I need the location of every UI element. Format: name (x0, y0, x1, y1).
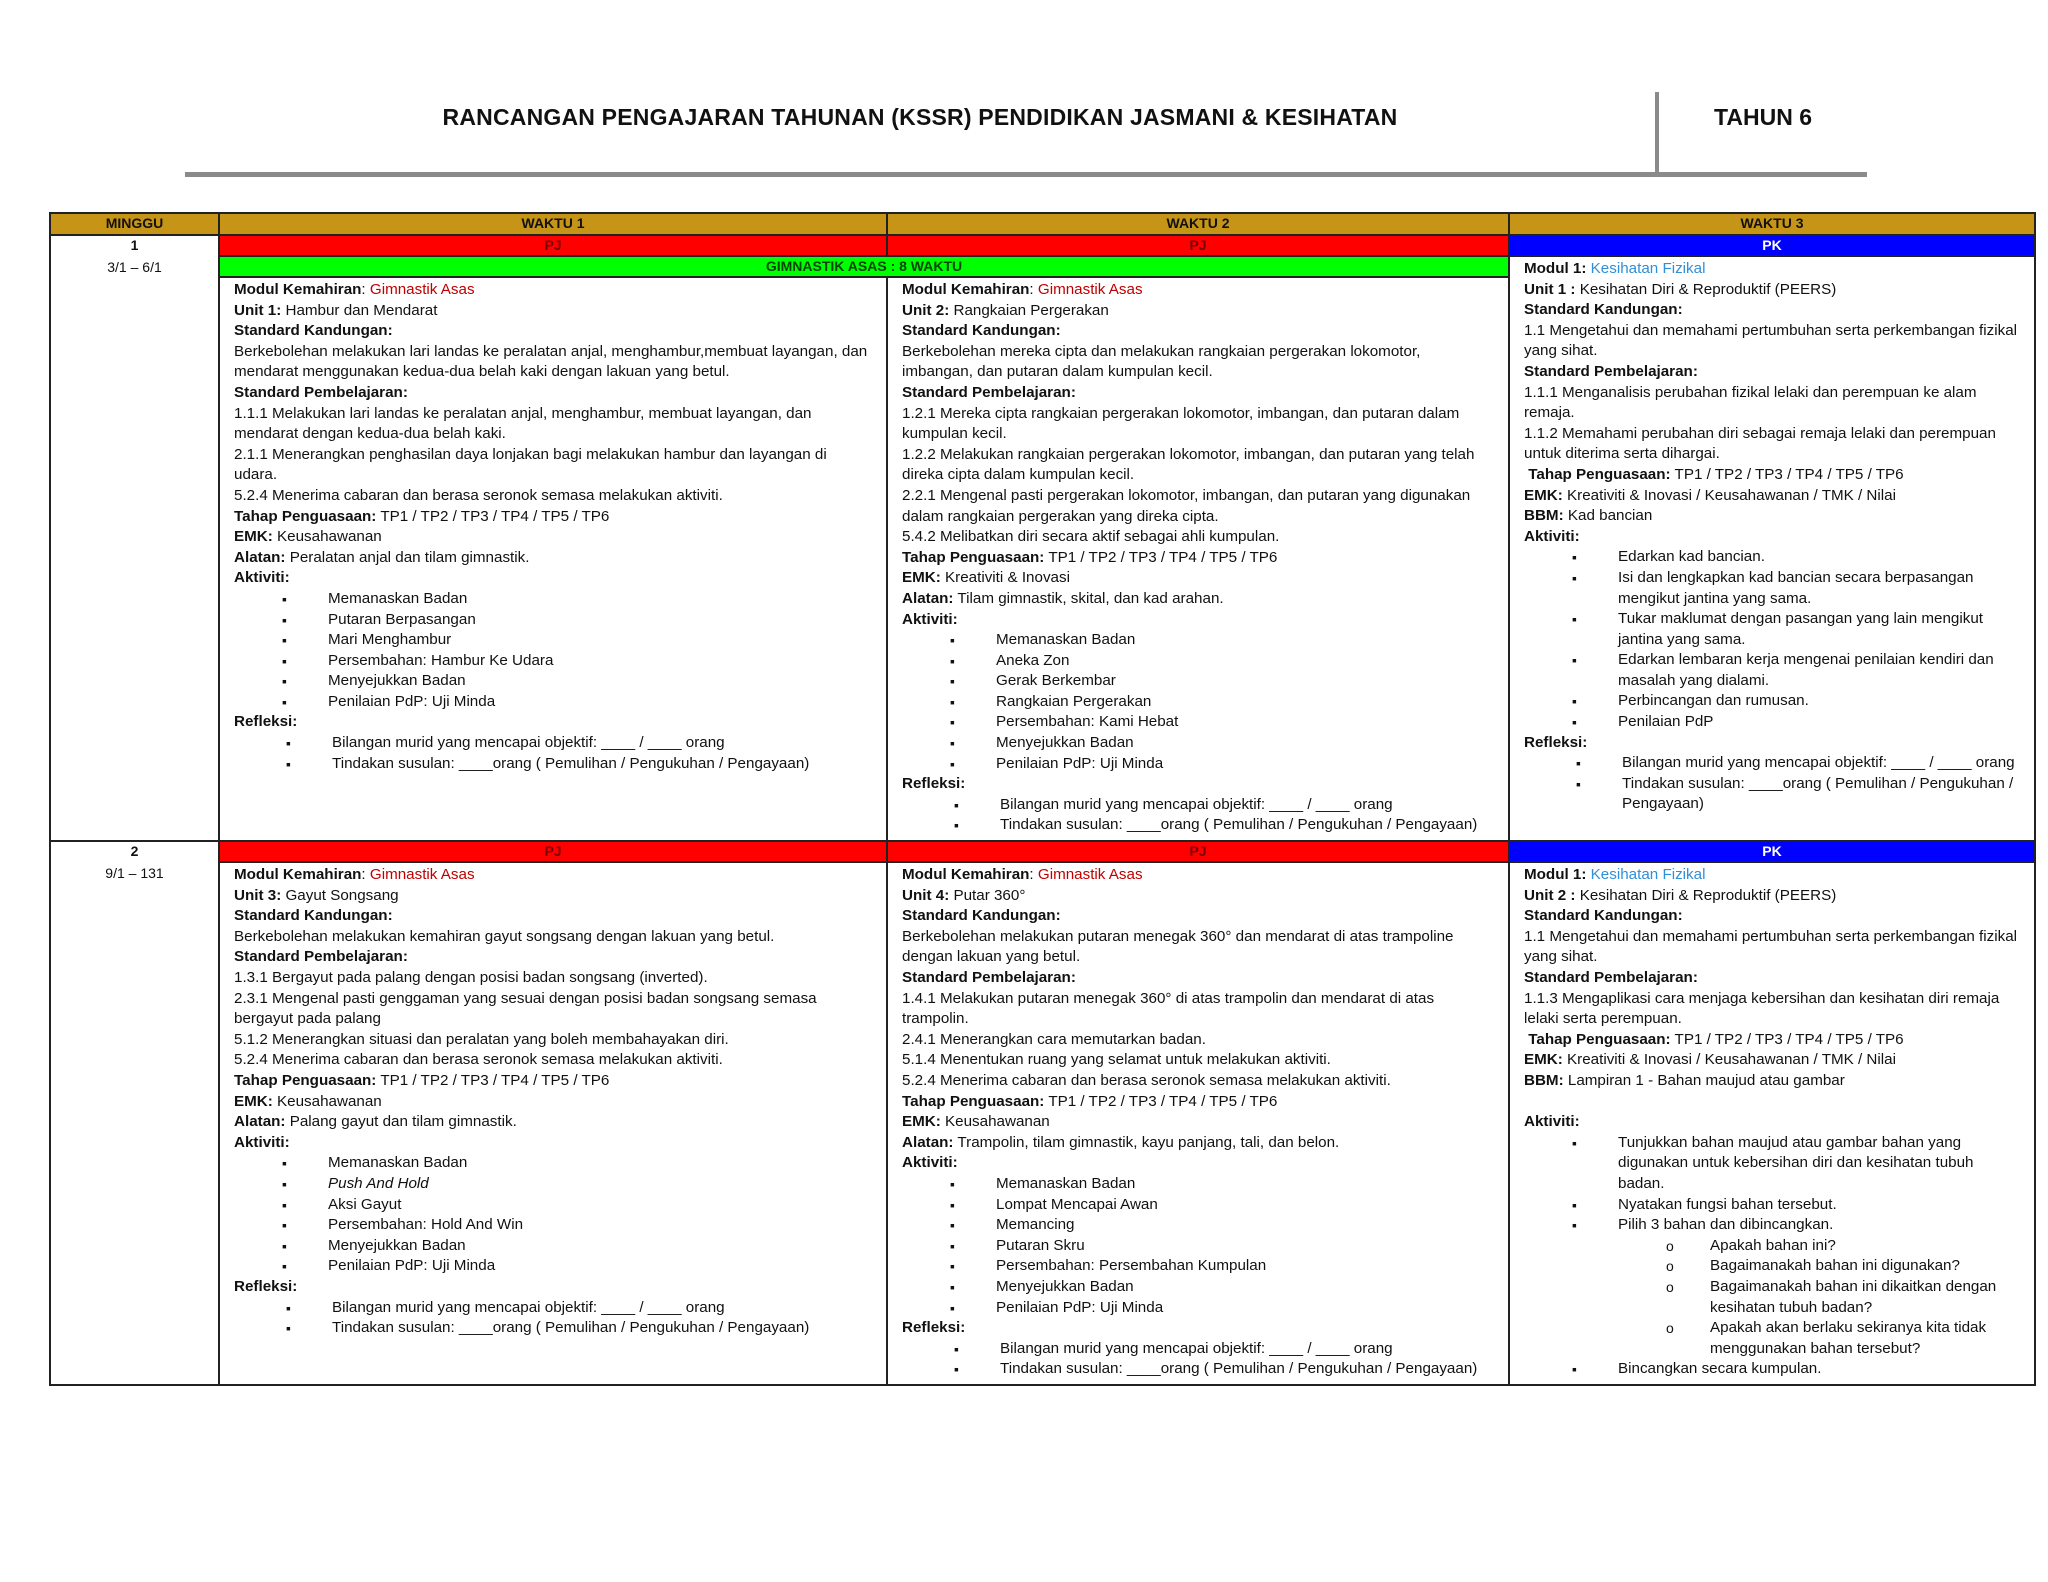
list-item: ▪ Penilaian PdP: Uji Minda (328, 692, 872, 713)
week-1-bar-row (50, 235, 2035, 256)
pj-bar: PJ (887, 235, 1509, 256)
list-item: ▪ Persembahan: Persembahan Kumpulan (996, 1256, 1494, 1277)
standard-kandungan-text: Berkebolehan melakukan putaran menegak 360° dan mendarat di atas trampoline dengan lakuan yang betul. (902, 927, 1454, 966)
refleksi-list (1524, 753, 2020, 815)
sp-item: 1.3.1 Bergayut pada palang dengan posisi badan songsang (inverted). (234, 969, 708, 986)
sp-item: 1.2.1 Mereka cipta rangkaian pergerakan lokomotor, imbangan, dan putaran dalam kumpulan kecil. (902, 404, 1460, 443)
list-item: ▪ Pilih 3 bahan dan dibincangkan. o Apakah bahan ini? o Bagaimanakah bahan ini digunakan? o Bagaimanakah bahan ini dikaitkan dengan kesihatan tubuh badan? o Apakah akan berlaku sekiranya kita tidak menggunakan bahan tersebut? (1618, 1215, 2020, 1359)
list-item: ▪ Penilaian PdP (1618, 712, 2020, 733)
list-item: ▪ Persembahan: Kami Hebat (996, 712, 1494, 733)
aktiviti-list (1524, 1133, 2020, 1380)
refleksi-list (234, 1298, 872, 1339)
list-item: ▪ Persembahan: Hambur Ke Udara (328, 651, 872, 672)
list-item: ▪ Lompat Mencapai Awan (996, 1195, 1494, 1216)
list-item: ▪ Tindakan susulan: ____orang ( Pemulihan / Pengukuhan / Pengayaan) (332, 1318, 872, 1339)
list-item: ▪ Penilaian PdP: Uji Minda (328, 1256, 872, 1277)
list-item: ▪ Tunjukkan bahan maujud atau gambar bahan yang digunakan untuk kebersihan diri dan kesihatan tubuh badan. (1618, 1133, 2020, 1195)
pj-bar: PJ (219, 841, 887, 862)
col-waktu-2: WAKTU 2 (887, 213, 1509, 235)
modul-name: Gimnastik Asas (369, 866, 475, 884)
pj-bar: PJ (219, 235, 887, 256)
sp-item: 5.2.4 Menerima cabaran dan berasa seronok semasa melakukan aktiviti. (234, 486, 723, 504)
list-item: ▪ Penilaian PdP: Uji Minda (996, 754, 1494, 775)
col-waktu-1: WAKTU 1 (219, 213, 887, 235)
unit-name: Putar 360° (949, 886, 1026, 904)
standard-kandungan-text: 1.1 Mengetahui dan memahami pertumbuhan serta perkembangan fizikal yang sihat. (1524, 927, 2018, 966)
refleksi-list (234, 733, 872, 774)
list-item: ▪ Bilangan murid yang mencapai objektif: ____ / ____ orang (1622, 753, 2020, 774)
col-minggu: MINGGU (50, 213, 219, 235)
week-number: 2 (130, 843, 139, 860)
list-item: ▪ Tindakan susulan: ____orang ( Pemulihan / Pengukuhan / Pengayaan) (1622, 774, 2020, 815)
sp-item: 5.4.2 Melibatkan diri secara aktif sebagai ahli kumpulan. (902, 528, 1280, 546)
sp-item: 2.1.1 Menerangkan penghasilan daya lonjakan bagi melakukan hambur dan layangan di udara. (234, 445, 827, 484)
list-item: ▪ Tindakan susulan: ____orang ( Pemulihan / Pengukuhan / Pengayaan) (332, 754, 872, 775)
pj-bar: PJ (887, 841, 1509, 862)
sp-item: 2.2.1 Mengenal pasti pergerakan lokomotor, imbangan, dan putaran yang digunakan dalam rangkaian pergerakan yang direka cipta. (902, 486, 1471, 525)
col-waktu-3: WAKTU 3 (1509, 213, 2035, 235)
list-item: ▪ Aneka Zon (996, 651, 1494, 672)
modul-name: Kesihatan Fizikal (1590, 260, 1706, 277)
week-dates: 3/1 – 6/1 (107, 259, 162, 275)
modul-name: Kesihatan Fizikal (1590, 866, 1706, 884)
sp-item: 1.2.2 Melakukan rangkaian pergerakan lokomotor, imbangan, dan putaran yang telah direka cipta dalam kumpulan kecil. (902, 445, 1475, 484)
list-item: o Bagaimanakah bahan ini digunakan? (1710, 1256, 2020, 1277)
refleksi-list (902, 1339, 1494, 1380)
list-item: ▪ Bincangkan secara kumpulan. (1618, 1359, 2020, 1380)
standard-kandungan-text: Berkebolehan melakukan lari landas ke peralatan anjal, menghambur,membuat layangan, dan mendarat menggunakan kedua-dua belah kaki dengan lakuan yang betul. (234, 342, 868, 381)
week-2-content-row (50, 862, 2035, 1385)
week-2-waktu-3: Modul 1: Kesihatan Fizikal Unit 2 : Kesihatan Diri & Reproduktif (PEERS) Standard Kandungan: 1.1 Mengetahui dan memahami pertumbuhan serta perkembangan fizikal yang sihat. Standard Pembelajaran: 1.1.3 Mengaplikasi cara menjaga kebersihan dan kesihatan diri remaja lelaki serta perempuan. Tahap Penguasaan: TP1 / TP2 / TP3 / TP4 / TP5 / TP6 EMK: Kreativiti & Inovasi / Keusahawanan / TMK / Nilai BBM: Lampiran 1 - Bahan maujud atau gambar Aktiviti: ▪ Tunjukkan bahan maujud atau gambar bahan yang digunakan untuk kebersihan diri dan kesihatan tubuh badan. ▪ Nyatakan fungsi bahan tersebut. ▪ Pilih 3 bahan dan dibincangkan. o Apakah bahan ini? o Bagaimanakah bahan ini digunakan? o Bagaimanakah bahan ini dikaitkan dengan kesihatan tubuh badan? o Apakah akan berlaku sekiranya kita tidak menggunakan bahan tersebut? ▪ Bincangkan secara kumpulan. (1509, 862, 2035, 1385)
list-item: ▪ Edarkan lembaran kerja mengenai penilaian kendiri dan masalah yang dialami. (1618, 650, 2020, 691)
pk-bar: PK (1509, 235, 2035, 256)
list-item: ▪ Rangkaian Pergerakan (996, 692, 1494, 713)
sp-item: 1.4.1 Melakukan putaran menegak 360° di atas trampolin dan mendarat di atas trampolin. (902, 989, 1435, 1028)
week-1-waktu-1: Modul Kemahiran: Gimnastik Asas Unit 1: Hambur dan Mendarat Standard Kandungan: Berkebolehan melakukan lari landas ke peralatan anjal, menghambur,membuat layangan, dan mendarat menggunakan kedua-dua belah kaki dengan lakuan yang betul. Standard Pembelajaran: 1.1.1 Melakukan lari landas ke peralatan anjal, menghambur, membuat layangan, dan mendarat dengan kedua-dua belah kaki. 2.1.1 Menerangkan penghasilan daya lonjakan bagi melakukan hambur dan layangan di udara. 5.2.4 Menerima cabaran dan berasa seronok semasa melakukan aktiviti. Tahap Penguasaan: TP1 / TP2 / TP3 / TP4 / TP5 / TP6 EMK: Keusahawanan Alatan: Peralatan anjal dan tilam gimnastik. Aktiviti: ▪ Memanaskan Badan ▪ Putaran Berpasangan ▪ Mari Menghambur ▪ Persembahan: Hambur Ke Udara ▪ Menyejukkan Badan ▪ Penilaian PdP: Uji Minda Refleksi: ▪ Bilangan murid yang mencapai objektif: ____ / ____ orang ▪ Tindakan susulan: ____orang ( Pemulihan / Pengukuhan / Pengayaan) (219, 277, 887, 841)
aktiviti-list (902, 630, 1494, 774)
list-item: o Apakah bahan ini? (1710, 1236, 2020, 1257)
list-item: ▪ Menyejukkan Badan (996, 1277, 1494, 1298)
list-item: ▪ Aksi Gayut (328, 1195, 872, 1216)
list-item: ▪ Penilaian PdP: Uji Minda (996, 1298, 1494, 1319)
standard-kandungan-text: 1.1 Mengetahui dan memahami pertumbuhan serta perkembangan fizikal yang sihat. (1524, 321, 2018, 360)
aktiviti-list (234, 1153, 872, 1277)
week-1-waktu-3: Modul 1: Kesihatan Fizikal Unit 1 : Kesihatan Diri & Reproduktif (PEERS) Standard Kandungan: 1.1 Mengetahui dan memahami pertumbuhan serta perkembangan fizikal yang sihat. Standard Pembelajaran: 1.1.1 Menganalisis perubahan fizikal lelaki dan perempuan ke alam remaja. 1.1.2 Memahami perubahan diri sebagai remaja lelaki dan perempuan untuk diterima serta dihargai. Tahap Penguasaan: TP1 / TP2 / TP3 / TP4 / TP5 / TP6 EMK: Kreativiti & Inovasi / Keusahawanan / TMK / Nilai BBM: Kad bancian Aktiviti: ▪ Edarkan kad bancian. ▪ Isi dan lengkapkan kad bancian secara berpasangan mengikut jantina yang sama. ▪ Tukar maklumat dengan pasangan yang lain mengikut jantina yang sama. ▪ Edarkan lembaran kerja mengenai penilaian kendiri dan masalah yang dialami. ▪ Perbincangan dan rumusan. ▪ Penilaian PdP Refleksi: ▪ Bilangan murid yang mencapai objektif: ____ / ____ orang ▪ Tindakan susulan: ____orang ( Pemulihan / Pengukuhan / Pengayaan) (1509, 256, 2035, 841)
sp-item: 5.1.4 Menentukan ruang yang selamat untuk melakukan aktiviti. (902, 1051, 1331, 1069)
list-item: ▪ Memanaskan Badan (996, 1174, 1494, 1195)
sp-item: 1.1.2 Memahami perubahan diri sebagai remaja lelaki dan perempuan untuk diterima serta dihargai. (1524, 424, 1996, 463)
list-item: ▪ Menyejukkan Badan (996, 733, 1494, 754)
week-1-waktu-2: Modul Kemahiran: Gimnastik Asas Unit 2: Rangkaian Pergerakan Standard Kandungan: Berkebolehan mereka cipta dan melakukan rangkaian pergerakan lokomotor, imbangan, dan putaran dalam kumpulan kecil. Standard Pembelajaran: 1.2.1 Mereka cipta rangkaian pergerakan lokomotor, imbangan, dan putaran dalam kumpulan kecil. 1.2.2 Melakukan rangkaian pergerakan lokomotor, imbangan, dan putaran yang telah direka cipta dalam kumpulan kecil. 2.2.1 Mengenal pasti pergerakan lokomotor, imbangan, dan putaran yang digunakan dalam rangkaian pergerakan yang direka cipta. 5.4.2 Melibatkan diri secara aktif sebagai ahli kumpulan. Tahap Penguasaan: TP1 / TP2 / TP3 / TP4 / TP5 / TP6 EMK: Kreativiti & Inovasi Alatan: Tilam gimnastik, skital, dan kad arahan. Aktiviti: ▪ Memanaskan Badan ▪ Aneka Zon ▪ Gerak Berkembar ▪ Rangkaian Pergerakan ▪ Persembahan: Kami Hebat ▪ Menyejukkan Badan ▪ Penilaian PdP: Uji Minda Refleksi: ▪ Bilangan murid yang mencapai objektif: ____ / ____ orang ▪ Tindakan susulan: ____orang ( Pemulihan / Pengukuhan / Pengayaan) (887, 277, 1509, 841)
lesson-plan-table (49, 212, 2036, 1386)
aktiviti-list (234, 589, 872, 713)
list-item: ▪ Tindakan susulan: ____orang ( Pemulihan / Pengukuhan / Pengayaan) (1000, 815, 1494, 836)
sp-item: 5.1.2 Menerangkan situasi dan peralatan yang boleh membahayakan diri. (234, 1030, 729, 1048)
gimnastik-banner: GIMNASTIK ASAS : 8 WAKTU (219, 256, 1509, 277)
week-2-waktu-2: Modul Kemahiran: Gimnastik Asas Unit 4: Putar 360° Standard Kandungan: Berkebolehan melakukan putaran menegak 360° dan mendarat di atas trampoline dengan lakuan yang betul. Standard Pembelajaran: 1.4.1 Melakukan putaran menegak 360° di atas trampolin dan mendarat di atas trampolin. 2.4.1 Menerangkan cara memutarkan badan. 5.1.4 Menentukan ruang yang selamat untuk melakukan aktiviti. 5.2.4 Menerima cabaran dan berasa seronok semasa melakukan aktiviti. Tahap Penguasaan: TP1 / TP2 / TP3 / TP4 / TP5 / TP6 EMK: Keusahawanan Alatan: Trampolin, tilam gimnastik, kayu panjang, tali, dan belon. Aktiviti: ▪ Memanaskan Badan ▪ Lompat Mencapai Awan ▪ Memancing ▪ Putaran Skru ▪ Persembahan: Persembahan Kumpulan ▪ Menyejukkan Badan ▪ Penilaian PdP: Uji Minda Refleksi: ▪ Bilangan murid yang mencapai objektif: ____ / ____ orang ▪ Tindakan susulan: ____orang ( Pemulihan / Pengukuhan / Pengayaan) (887, 862, 1509, 1385)
list-item: ▪ Edarkan kad bancian. (1618, 547, 2020, 568)
sp-item: 1.1.3 Mengaplikasi cara menjaga kebersihan dan kesihatan diri remaja lelaki serta perempuan. (1524, 989, 2000, 1028)
modul-name: Gimnastik Asas (1037, 281, 1143, 298)
aktiviti-list (1524, 547, 2020, 732)
unit-name: Gayut Songsang (281, 886, 399, 904)
unit-name: Kesihatan Diri & Reproduktif (PEERS) (1575, 280, 1837, 298)
modul-name: Gimnastik Asas (369, 281, 475, 298)
list-item: ▪ Isi dan lengkapkan kad bancian secara berpasangan mengikut jantina yang sama. (1618, 568, 2020, 609)
list-item: ▪ Perbincangan dan rumusan. (1618, 691, 2020, 712)
standard-kandungan-text: Berkebolehan melakukan kemahiran gayut songsang dengan lakuan yang betul. (234, 927, 775, 945)
sp-item: 5.2.4 Menerima cabaran dan berasa seronok semasa melakukan aktiviti. (234, 1051, 723, 1069)
standard-kandungan-text: Berkebolehan mereka cipta dan melakukan rangkaian pergerakan lokomotor, imbangan, dan putaran dalam kumpulan kecil. (902, 342, 1421, 381)
week-2-bar-row (50, 841, 2035, 862)
list-item: ▪ Memanaskan Badan (328, 1153, 872, 1174)
list-item: ▪ Mari Menghambur (328, 630, 872, 651)
unit-name: Hambur dan Mendarat (281, 301, 438, 319)
week-2-waktu-1: Modul Kemahiran: Gimnastik Asas Unit 3: Gayut Songsang Standard Kandungan: Berkebolehan melakukan kemahiran gayut songsang dengan lakuan yang betul. Standard Pembelajaran: 1.3.1 Bergayut pada palang dengan posisi badan songsang (inverted). 2.3.1 Mengenal pasti genggaman yang sesuai dengan posisi badan songsang semasa bergayut pada palang 5.1.2 Menerangkan situasi dan peralatan yang boleh membahayakan diri. 5.2.4 Menerima cabaran dan berasa seronok semasa melakukan aktiviti. Tahap Penguasaan: TP1 / TP2 / TP3 / TP4 / TP5 / TP6 EMK: Keusahawanan Alatan: Palang gayut dan tilam gimnastik. Aktiviti: ▪ Memanaskan Badan ▪ Push And Hold ▪ Aksi Gayut ▪ Persembahan: Hold And Win ▪ Menyejukkan Badan ▪ Penilaian PdP: Uji Minda Refleksi: ▪ Bilangan murid yang mencapai objektif: ____ / ____ orang ▪ Tindakan susulan: ____orang ( Pemulihan / Pengukuhan / Pengayaan) (219, 862, 887, 1385)
week-1-cell (50, 235, 219, 841)
list-item: o Bagaimanakah bahan ini dikaitkan dengan kesihatan tubuh badan? (1710, 1277, 2020, 1318)
year-label: TAHUN 6 (1714, 104, 1812, 130)
pk-bar: PK (1509, 841, 2035, 862)
list-item: ▪ Putaran Skru (996, 1236, 1494, 1257)
list-item: ▪ Menyejukkan Badan (328, 1236, 872, 1257)
week-number: 1 (130, 237, 139, 253)
list-item: ▪ Tukar maklumat dengan pasangan yang lain mengikut jantina yang sama. (1618, 609, 2020, 650)
refleksi-list (902, 795, 1494, 836)
list-item: ▪ Bilangan murid yang mencapai objektif: ____ / ____ orang (1000, 795, 1494, 816)
week-dates: 9/1 – 131 (105, 865, 164, 882)
list-item: ▪ Bilangan murid yang mencapai objektif: ____ / ____ orang (332, 1298, 872, 1319)
list-item: ▪ Nyatakan fungsi bahan tersebut. (1618, 1195, 2020, 1216)
week-2-cell (50, 841, 219, 1385)
list-item: ▪ Push And Hold (328, 1174, 872, 1195)
list-item: ▪ Bilangan murid yang mencapai objektif: ____ / ____ orang (332, 733, 872, 754)
document-header (185, 90, 1867, 180)
gimnastik-banner-row (50, 256, 2035, 277)
unit-name: Kesihatan Diri & Reproduktif (PEERS) (1575, 886, 1837, 904)
list-item: ▪ Tindakan susulan: ____orang ( Pemulihan / Pengukuhan / Pengayaan) (1000, 1359, 1494, 1380)
aktiviti-list (902, 1174, 1494, 1318)
column-header-row (50, 213, 2035, 235)
list-item: ▪ Gerak Berkembar (996, 671, 1494, 692)
sp-item: 1.1.1 Menganalisis perubahan fizikal lelaki dan perempuan ke alam remaja. (1524, 383, 1977, 422)
question-list (1618, 1236, 2020, 1360)
list-item: ▪ Memanaskan Badan (328, 589, 872, 610)
list-item: ▪ Menyejukkan Badan (328, 671, 872, 692)
sp-item: 1.1.1 Melakukan lari landas ke peralatan anjal, menghambur, membuat layangan, dan mendarat dengan kedua-dua belah kaki. (234, 404, 812, 443)
sp-item: 2.3.1 Mengenal pasti genggaman yang sesuai dengan posisi badan songsang semasa bergayut pada palang (234, 989, 817, 1028)
list-item: ▪ Bilangan murid yang mencapai objektif: ____ / ____ orang (1000, 1339, 1494, 1360)
document-title: RANCANGAN PENGAJARAN TAHUNAN (KSSR) PENDIDIKAN JASMANI & KESIHATAN (442, 104, 1398, 130)
header-rule (185, 172, 1867, 177)
list-item: o Apakah akan berlaku sekiranya kita tidak menggunakan bahan tersebut? (1710, 1318, 2020, 1359)
list-item: ▪ Memancing (996, 1215, 1494, 1236)
unit-name: Rangkaian Pergerakan (949, 301, 1109, 319)
sp-item: 2.4.1 Menerangkan cara memutarkan badan. (902, 1030, 1206, 1048)
list-item: ▪ Persembahan: Hold And Win (328, 1215, 872, 1236)
sp-item: 5.2.4 Menerima cabaran dan berasa seronok semasa melakukan aktiviti. (902, 1071, 1391, 1089)
modul-name: Gimnastik Asas (1037, 866, 1143, 884)
list-item: ▪ Memanaskan Badan (996, 630, 1494, 651)
list-item: ▪ Putaran Berpasangan (328, 610, 872, 631)
